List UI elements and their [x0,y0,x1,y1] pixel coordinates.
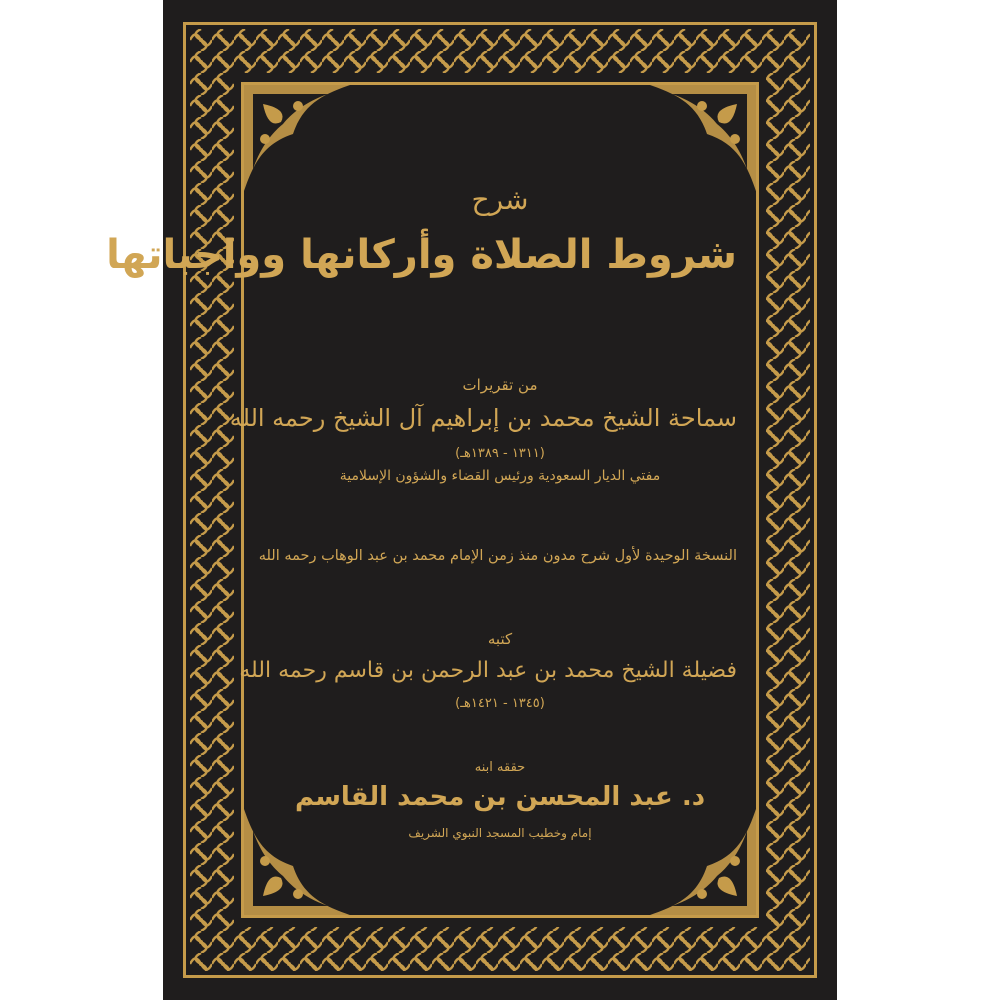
corner-ornament-icon [647,806,757,916]
book-cover [106,0,837,1000]
verified-label: حققه ابنه [474,760,526,775]
title-prefix: شرح [471,183,529,216]
writer-name: فضيلة الشيخ محمد بن عبد الرحمن بن قاسم رحمه الله [239,658,737,683]
corner-ornament-icon [243,806,353,916]
writer-dates: (١٣٤٥ - ١٤٢١هـ) [455,696,545,711]
editor-role: إمام وخطيب المسجد النبوي الشريف [408,826,592,840]
edition-note: النسخة الوحيدة لأول شرح مدون منذ زمن الإمام محمد بن عبد الوهاب رحمه الله [258,548,737,564]
corner-ornament-icon [243,84,353,194]
editor-name: د. عبد المحسن بن محمد القاسم [294,782,706,812]
book-title: شروط الصلاة وأركانها وواجباتها [106,232,737,278]
author-role: مفتي الديار السعودية ورئيس القضاء والشؤون الإسلامية [339,468,661,484]
corner-ornament-icon [647,84,757,194]
written-label: كتبه [487,630,513,648]
author-dates: (١٣١١ - ١٣٨٩هـ) [455,446,545,461]
from-label: من تقريرات [462,376,538,394]
author-name: سماحة الشيخ محمد بن إبراهيم آل الشيخ رحمه الله [229,404,737,432]
